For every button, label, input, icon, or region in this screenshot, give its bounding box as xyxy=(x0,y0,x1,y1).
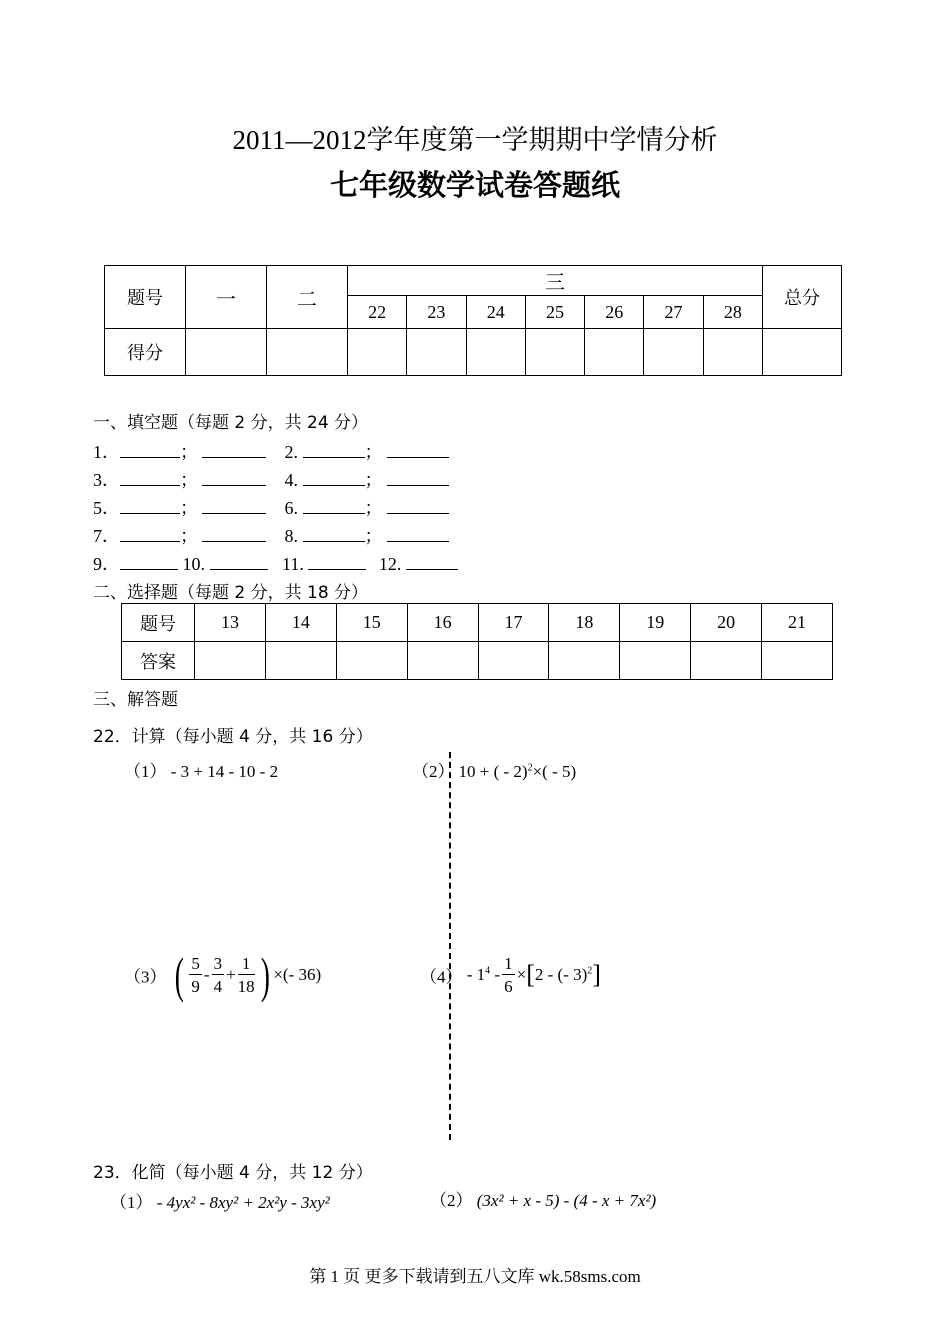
q22-part3-label: （3） xyxy=(124,967,167,987)
choice-answer-cell[interactable] xyxy=(691,642,762,680)
numerator: 5 xyxy=(191,954,200,973)
choice-answer-label: 答案 xyxy=(122,642,195,680)
choice-table xyxy=(121,603,833,680)
choice-number: 20 xyxy=(691,604,762,642)
score-table-col-3: 三 xyxy=(348,266,763,296)
blank-label: 12. xyxy=(378,554,402,574)
score-table-col-2: 二 xyxy=(267,266,348,329)
q22-part2-label: （2） xyxy=(412,762,455,781)
answer-blank[interactable] xyxy=(303,456,365,458)
choice-number: 18 xyxy=(549,604,620,642)
q22-part4-label: （4） xyxy=(420,967,463,987)
blank-label: 2. xyxy=(284,442,298,462)
answer-blank[interactable] xyxy=(387,512,449,514)
answer-blank[interactable] xyxy=(308,568,366,570)
blank-label: 8. xyxy=(284,526,298,546)
answer-blank[interactable] xyxy=(387,540,449,542)
q23-part1-expression: - 4yx² - 8xy² + 2x²y - 3xy² xyxy=(156,1193,330,1212)
score-table-subcol: 28 xyxy=(703,296,762,329)
q23-part2-label: （2） xyxy=(430,1191,473,1210)
choice-number: 16 xyxy=(407,604,478,642)
answer-blank[interactable] xyxy=(303,512,365,514)
choice-number: 14 xyxy=(265,604,336,642)
answer-blank[interactable] xyxy=(202,484,266,486)
blank-label: 1． xyxy=(93,442,120,462)
blank-label: 11. xyxy=(282,554,304,574)
left-bracket: [ xyxy=(526,960,535,989)
section1-heading: 一、填空题（每题 2 分，共 24 分） xyxy=(93,413,369,433)
choice-number: 19 xyxy=(620,604,691,642)
score-row-label: 得分 xyxy=(105,329,186,376)
score-cell[interactable] xyxy=(763,329,842,376)
fraction xyxy=(502,955,515,995)
answer-blank[interactable] xyxy=(202,456,266,458)
separator: ； xyxy=(180,498,198,518)
numerator: 3 xyxy=(213,954,223,973)
fill-row-5 xyxy=(93,550,458,576)
q22-title: 22．计算（每小题 4 分，共 16 分） xyxy=(93,727,373,747)
choice-table-header-label: 题号 xyxy=(122,604,195,642)
blank-label: 4. xyxy=(284,470,298,490)
answer-blank[interactable] xyxy=(202,512,266,514)
q22-part3 xyxy=(124,947,322,1003)
fraction xyxy=(189,955,202,995)
exam-title: 2011—2012学年度第一学期期中学情分析 xyxy=(232,125,718,155)
score-table-subcol: 27 xyxy=(644,296,703,329)
separator: ； xyxy=(180,470,198,490)
answer-blank[interactable] xyxy=(120,512,180,514)
fraction xyxy=(212,955,225,995)
answer-blank[interactable] xyxy=(120,540,180,542)
q23-part1 xyxy=(110,1188,330,1213)
score-cell[interactable] xyxy=(348,329,407,376)
choice-answer-cell[interactable] xyxy=(407,642,478,680)
section3-heading: 三、解答题 xyxy=(93,690,178,710)
plus-sign: + xyxy=(226,965,236,984)
score-cell[interactable] xyxy=(466,329,525,376)
choice-answer-cell[interactable] xyxy=(620,642,691,680)
separator: ； xyxy=(180,526,198,546)
fill-row-3 xyxy=(93,494,449,520)
answer-blank[interactable] xyxy=(210,568,268,570)
choice-number: 21 xyxy=(762,604,833,642)
score-table-total: 总分 xyxy=(763,266,842,329)
term: 2 - (- 3) xyxy=(534,965,588,984)
answer-blank[interactable] xyxy=(120,568,178,570)
fill-row-4 xyxy=(93,522,449,548)
answer-sheet-title: 七年级数学试卷答题纸 xyxy=(329,168,620,202)
choice-answer-cell[interactable] xyxy=(265,642,336,680)
q22-part1-expression: - 3 + 14 - 10 - 2 xyxy=(170,762,279,781)
q23-part2 xyxy=(430,1186,656,1211)
answer-blank[interactable] xyxy=(387,484,449,486)
score-cell[interactable] xyxy=(186,329,267,376)
answer-blank[interactable] xyxy=(120,456,180,458)
divider-line xyxy=(449,752,451,1140)
page-footer: 第 1 页 更多下载请到五八文库 wk.58sms.com xyxy=(309,1267,641,1286)
q22-part2 xyxy=(412,757,576,782)
blank-label: 6. xyxy=(284,498,298,518)
right-paren: ) xyxy=(260,947,270,1003)
choice-answer-cell[interactable] xyxy=(549,642,620,680)
q22-part4-a xyxy=(467,965,490,984)
score-table-subcol: 23 xyxy=(407,296,466,329)
score-table-subcol: 25 xyxy=(525,296,584,329)
q22-part4 xyxy=(420,955,601,995)
exponent: 4 xyxy=(485,965,491,977)
q22-part2-expr-a: 10 + ( - 2) xyxy=(458,762,528,781)
score-cell[interactable] xyxy=(585,329,644,376)
blank-label: 7． xyxy=(93,526,120,546)
blank-label: 10. xyxy=(182,554,205,574)
score-cell[interactable] xyxy=(407,329,466,376)
minus-sign: - xyxy=(494,965,501,984)
denominator: 6 xyxy=(504,977,513,996)
separator: ； xyxy=(364,470,383,490)
q22-part1-label: （1） xyxy=(124,762,167,781)
minus-sign: - xyxy=(203,965,210,984)
q22-part2-expr-b: ×( - 5) xyxy=(532,762,577,781)
q22-part1 xyxy=(124,757,278,782)
numerator: 1 xyxy=(238,955,255,975)
left-paren: ( xyxy=(174,947,184,1003)
q22-part4-inner xyxy=(535,965,592,984)
score-table xyxy=(104,265,842,376)
answer-blank[interactable] xyxy=(387,456,449,458)
score-cell[interactable] xyxy=(644,329,703,376)
term: - 1 xyxy=(466,965,486,984)
choice-answer-cell[interactable] xyxy=(762,642,833,680)
choice-number: 15 xyxy=(336,604,407,642)
score-table-col-1: 一 xyxy=(186,266,267,329)
blank-label: 3． xyxy=(93,470,120,490)
answer-blank[interactable] xyxy=(303,540,365,542)
section2-heading: 二、选择题（每题 2 分，共 18 分） xyxy=(93,583,369,603)
score-table-subcol: 26 xyxy=(585,296,644,329)
score-table-subcol: 24 xyxy=(466,296,525,329)
q23-part1-label: （1） xyxy=(110,1193,153,1212)
blank-label: 9． xyxy=(93,554,120,574)
choice-answer-cell[interactable] xyxy=(478,642,549,680)
choice-answer-cell[interactable] xyxy=(195,642,266,680)
score-cell[interactable] xyxy=(703,329,762,376)
separator: ； xyxy=(364,498,383,518)
answer-blank[interactable] xyxy=(120,484,180,486)
denominator: 9 xyxy=(191,977,200,996)
score-table-subcol: 22 xyxy=(348,296,407,329)
separator: ； xyxy=(364,526,383,546)
numerator: 1 xyxy=(504,954,513,973)
score-table-header-label: 题号 xyxy=(105,266,186,329)
exponent: 2 xyxy=(587,965,593,977)
choice-number: 13 xyxy=(195,604,266,642)
answer-blank[interactable] xyxy=(406,568,458,570)
answer-blank[interactable] xyxy=(202,540,266,542)
q22-part3-tail: ×(- 36) xyxy=(273,965,322,984)
answer-blank[interactable] xyxy=(303,484,365,486)
fraction xyxy=(238,955,255,995)
denominator: 4 xyxy=(213,977,223,996)
fill-row-2 xyxy=(93,466,449,492)
separator: ； xyxy=(364,442,383,462)
q23-title: 23．化简（每小题 4 分，共 12 分） xyxy=(93,1163,373,1183)
score-cell[interactable] xyxy=(267,329,348,376)
score-cell[interactable] xyxy=(525,329,584,376)
right-bracket: ] xyxy=(592,960,601,989)
q23-part2-expression: (3x² + x - 5) - (4 - x + 7x²) xyxy=(476,1191,657,1210)
exponent: 2 xyxy=(527,762,533,774)
denominator: 18 xyxy=(237,977,255,996)
choice-number: 17 xyxy=(478,604,549,642)
choice-answer-cell[interactable] xyxy=(336,642,407,680)
fill-row-1 xyxy=(93,438,449,464)
times-sign: × xyxy=(516,965,527,984)
blank-label: 5． xyxy=(93,498,120,518)
separator: ； xyxy=(180,442,198,462)
